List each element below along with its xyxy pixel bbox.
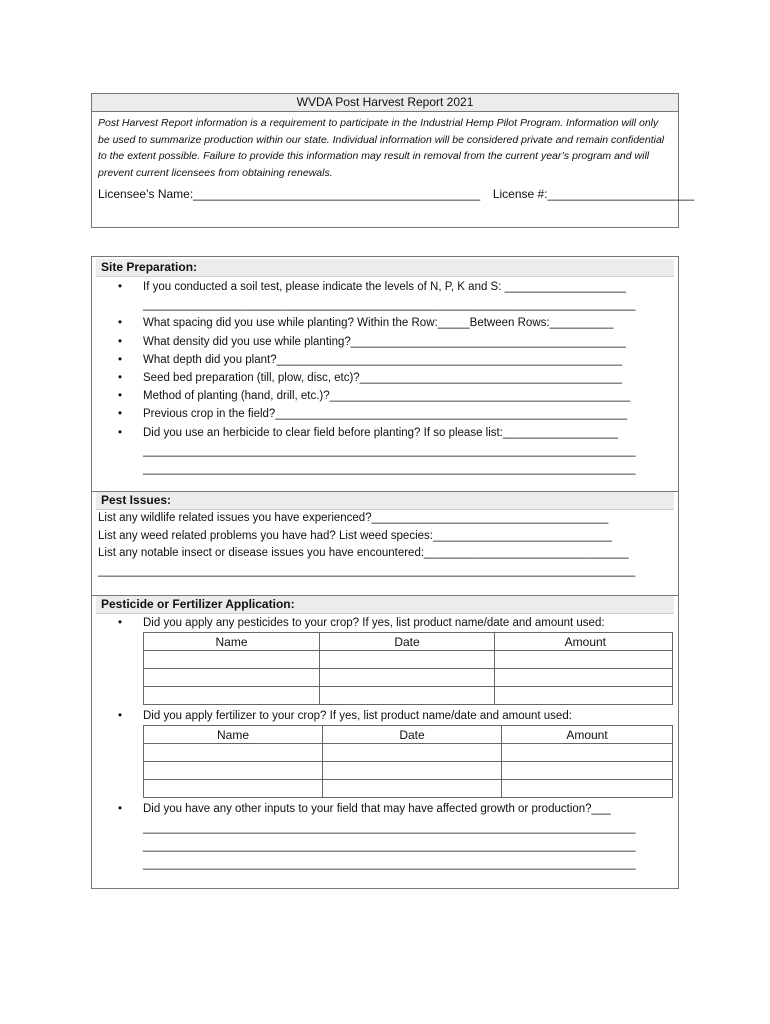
table-cell[interactable] — [320, 687, 495, 705]
fertilizer-question: • Did you apply fertilizer to your crop? If yes, list product name/date and amount used: — [92, 707, 678, 725]
questionnaire-box — [91, 256, 679, 889]
table-cell[interactable] — [144, 744, 323, 762]
amount-column-header: Amount — [502, 726, 673, 744]
table-cell[interactable] — [502, 762, 673, 780]
depth-question[interactable]: • What depth did you plant?______________________________________________________ — [92, 351, 678, 369]
other-inputs-question[interactable] — [92, 800, 678, 873]
insect-disease-question[interactable]: List any notable insect or disease issues you have encountered:________________________________ — [98, 547, 629, 559]
table-cell[interactable] — [323, 762, 502, 780]
name-column-header: Name — [144, 726, 323, 744]
weed-question[interactable]: List any weed related problems you have had? List weed species:____________________________ — [98, 529, 613, 542]
table-row — [144, 744, 673, 762]
table-row — [144, 669, 673, 687]
other-inputs-label: Did you have any other inputs to your field that may have affected growth or production?___ — [143, 803, 611, 816]
name-column-header: Name — [144, 633, 320, 651]
application-section — [92, 595, 678, 873]
herbicide-question[interactable] — [92, 424, 678, 479]
table-cell[interactable] — [144, 780, 323, 798]
other-inputs-line-1[interactable]: _____________________________________________________________________________ — [143, 821, 636, 834]
pest-issues-section — [92, 491, 678, 580]
date-column-header: Date — [323, 726, 502, 744]
table-cell[interactable] — [144, 687, 320, 705]
table-row — [144, 651, 673, 669]
table-cell[interactable] — [495, 669, 673, 687]
table-cell[interactable] — [495, 687, 673, 705]
soil-test-label: If you conducted a soil test, please indicate the levels of N, P, K and S: ___________________ — [143, 281, 627, 293]
fertilizer-table — [143, 725, 673, 798]
table-cell[interactable] — [144, 651, 320, 669]
site-preparation-section — [92, 259, 678, 478]
table-cell[interactable] — [144, 669, 320, 687]
licensee-name-field[interactable]: Licensee’s Name:___________________________________________ — [98, 187, 481, 201]
table-header-row — [144, 633, 673, 651]
intro-text: Post Harvest Report information is a requirement to participate in the Industrial Hemp Pilot Program. Information will only be used to summarize production within our state. Individual information will be considered private and remain confidential to the extent possible. Failure to provide this information may result in removal from the current year’s program and will prevent current licensees from obtaining renewals. — [98, 117, 665, 179]
herbicide-label: Did you use an herbicide to clear field before planting? If so please list:__________________ — [143, 426, 619, 439]
table-cell[interactable] — [495, 651, 673, 669]
planting-method-question[interactable]: • Method of planting (hand, drill, etc.)?_______________________________________________ — [92, 387, 678, 405]
soil-test-line[interactable]: _____________________________________________________________________________ — [143, 299, 636, 312]
application-heading: Pesticide or Fertilizer Application: — [96, 596, 674, 614]
table-cell[interactable] — [323, 744, 502, 762]
wildlife-question[interactable]: List any wildlife related issues you have experienced?_____________________________________ — [98, 512, 609, 524]
pest-issues-heading: Pest Issues: — [96, 492, 674, 510]
report-title: WVDA Post Harvest Report 2021 — [92, 94, 678, 112]
table-cell[interactable] — [320, 669, 495, 687]
table-row — [144, 762, 673, 780]
amount-column-header: Amount — [495, 633, 673, 651]
herbicide-line-2[interactable]: _____________________________________________________________________________ — [143, 463, 636, 476]
table-cell[interactable] — [144, 762, 323, 780]
pesticide-table — [143, 632, 673, 705]
soil-test-question[interactable] — [92, 278, 678, 314]
date-column-header: Date — [320, 633, 495, 651]
table-cell[interactable] — [502, 744, 673, 762]
insect-disease-line[interactable]: ____________________________________________________________________________________ — [98, 564, 636, 577]
license-number-field[interactable]: License #:______________________ — [492, 187, 695, 201]
table-header-row — [144, 726, 673, 744]
other-inputs-line-2[interactable]: _____________________________________________________________________________ — [143, 839, 636, 852]
other-inputs-line-3[interactable]: _____________________________________________________________________________ — [143, 858, 636, 871]
seed-bed-question[interactable]: • Seed bed preparation (till, plow, disc, etc)?_________________________________________ — [92, 369, 678, 387]
table-cell[interactable] — [502, 780, 673, 798]
table-row — [144, 687, 673, 705]
herbicide-line-1[interactable]: _____________________________________________________________________________ — [143, 444, 636, 457]
pesticide-question: • Did you apply any pesticides to your crop? If yes, list product name/date and amount used: — [92, 614, 678, 632]
density-question[interactable]: • What density did you use while planting?___________________________________________ — [92, 333, 678, 351]
previous-crop-question[interactable]: • Previous crop in the field?_______________________________________________________ — [92, 405, 678, 423]
site-preparation-heading: Site Preparation: — [96, 259, 674, 277]
table-row — [144, 780, 673, 798]
table-cell[interactable] — [320, 651, 495, 669]
table-cell[interactable] — [323, 780, 502, 798]
licensee-line — [92, 181, 695, 201]
spacing-question[interactable]: • What spacing did you use while planting? Within the Row:_____Between Rows:__________ — [92, 314, 678, 332]
report-header-box — [91, 93, 695, 228]
